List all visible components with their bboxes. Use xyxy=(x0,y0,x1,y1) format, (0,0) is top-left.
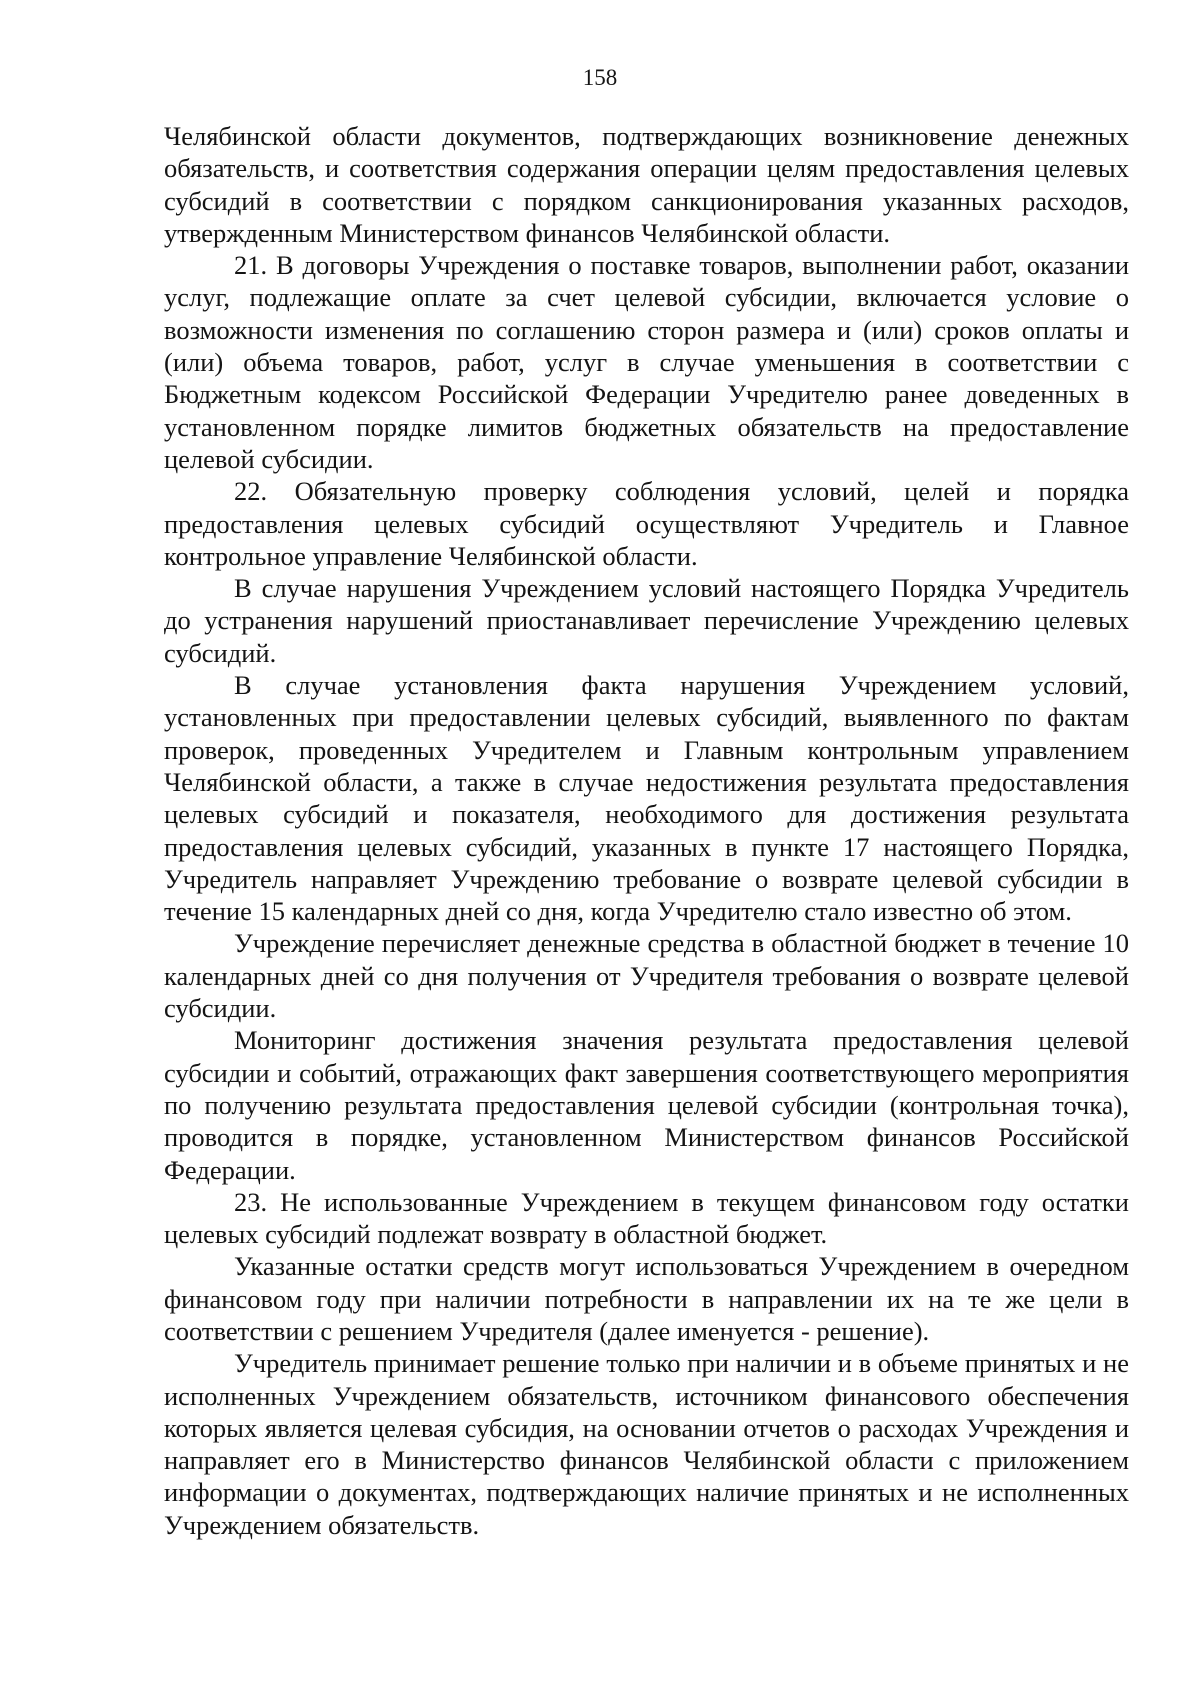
paragraph-refund-requirement: В случае установления факта нарушения Учреждением условий, установленных при предоставлении целевых субсидий, выявленного по фактам проверок, проведенных Учредителем и Главным контрольным управлением Челябинской области, а также в случае недостижения результата предоставления целевых субсидий и показателя, необходимого для достижения результата предоставления целевых субсидий, указанных в пункте 17 настоящего Порядка, Учредитель направляет Учреждению требование о возврате целевой субсидии в течение 15 календарных дней со дня, когда Учредителю стало известно об этом. xyxy=(164,670,1129,927)
paragraph-founder-decision: Учредитель принимает решение только при наличии и в объеме принятых и не исполненных Учреждением обязательств, источником финансового обеспечения которых является целевая субсидия, на основании отчетов о расходах Учреждения и направляет его в Министерство финансов Челябинской области с приложением информации о документах, подтверждающих наличие принятых и не исполненных Учреждением обязательств. xyxy=(164,1348,1129,1540)
document-body xyxy=(164,120,1129,1541)
paragraph-continuation: Челябинской области документов, подтверждающих возникновение денежных обязательств, и соответствия содержания операции целям предоставления целевых субсидий в соответствии с порядком санкционирования указанных расходов, утвержденным Министерством финансов Челябинской области. xyxy=(164,121,1129,248)
paragraph-violation-suspension: В случае нарушения Учреждением условий настоящего Порядка Учредитель до устранения нарушений приостанавливает перечисление Учреждению целевых субсидий. xyxy=(164,573,1129,668)
paragraph-item-21: 21. В договоры Учреждения о поставке товаров, выполнении работ, оказании услуг, подлежащие оплате за счет целевой субсидии, включается условие о возможности изменения по соглашению сторон размера и (или) сроков оплаты и (или) объема товаров, работ, услуг в случае уменьшения в соответствии с Бюджетным кодексом Российской Федерации Учредителю ранее доведенных в установленном порядке лимитов бюджетных обязательств на предоставление целевой субсидии. xyxy=(164,250,1129,474)
paragraph-item-23: 23. Не использованные Учреждением в текущем финансовом году остатки целевых субсидий подлежат возврату в областной бюджет. xyxy=(164,1186,1129,1250)
paragraph-remaining-funds: Указанные остатки средств могут использоваться Учреждением в очередном финансовом году при наличии потребности в направлении их на те же цели в соответствии с решением Учредителя (далее именуется - решение). xyxy=(164,1251,1129,1346)
paragraph-item-22: 22. Обязательную проверку соблюдения условий, целей и порядка предоставления целевых субсидий осуществляют Учредитель и Главное контрольное управление Челябинской области. xyxy=(164,476,1129,571)
page-number: 158 xyxy=(582,65,618,90)
paragraph-refund-transfer: Учреждение перечисляет денежные средства в областной бюджет в течение 10 календарных дней со дня получения от Учредителя требования о возврате целевой субсидии. xyxy=(164,928,1129,1024)
paragraph-monitoring: Мониторинг достижения значения результата предоставления целевой субсидии и событий, отражающих факт завершения соответствующего мероприятия по получению результата предоставления целевой субсидии (контрольная точка), проводится в порядке, установленном Министерством финансов Российской Федерации. xyxy=(164,1025,1129,1185)
